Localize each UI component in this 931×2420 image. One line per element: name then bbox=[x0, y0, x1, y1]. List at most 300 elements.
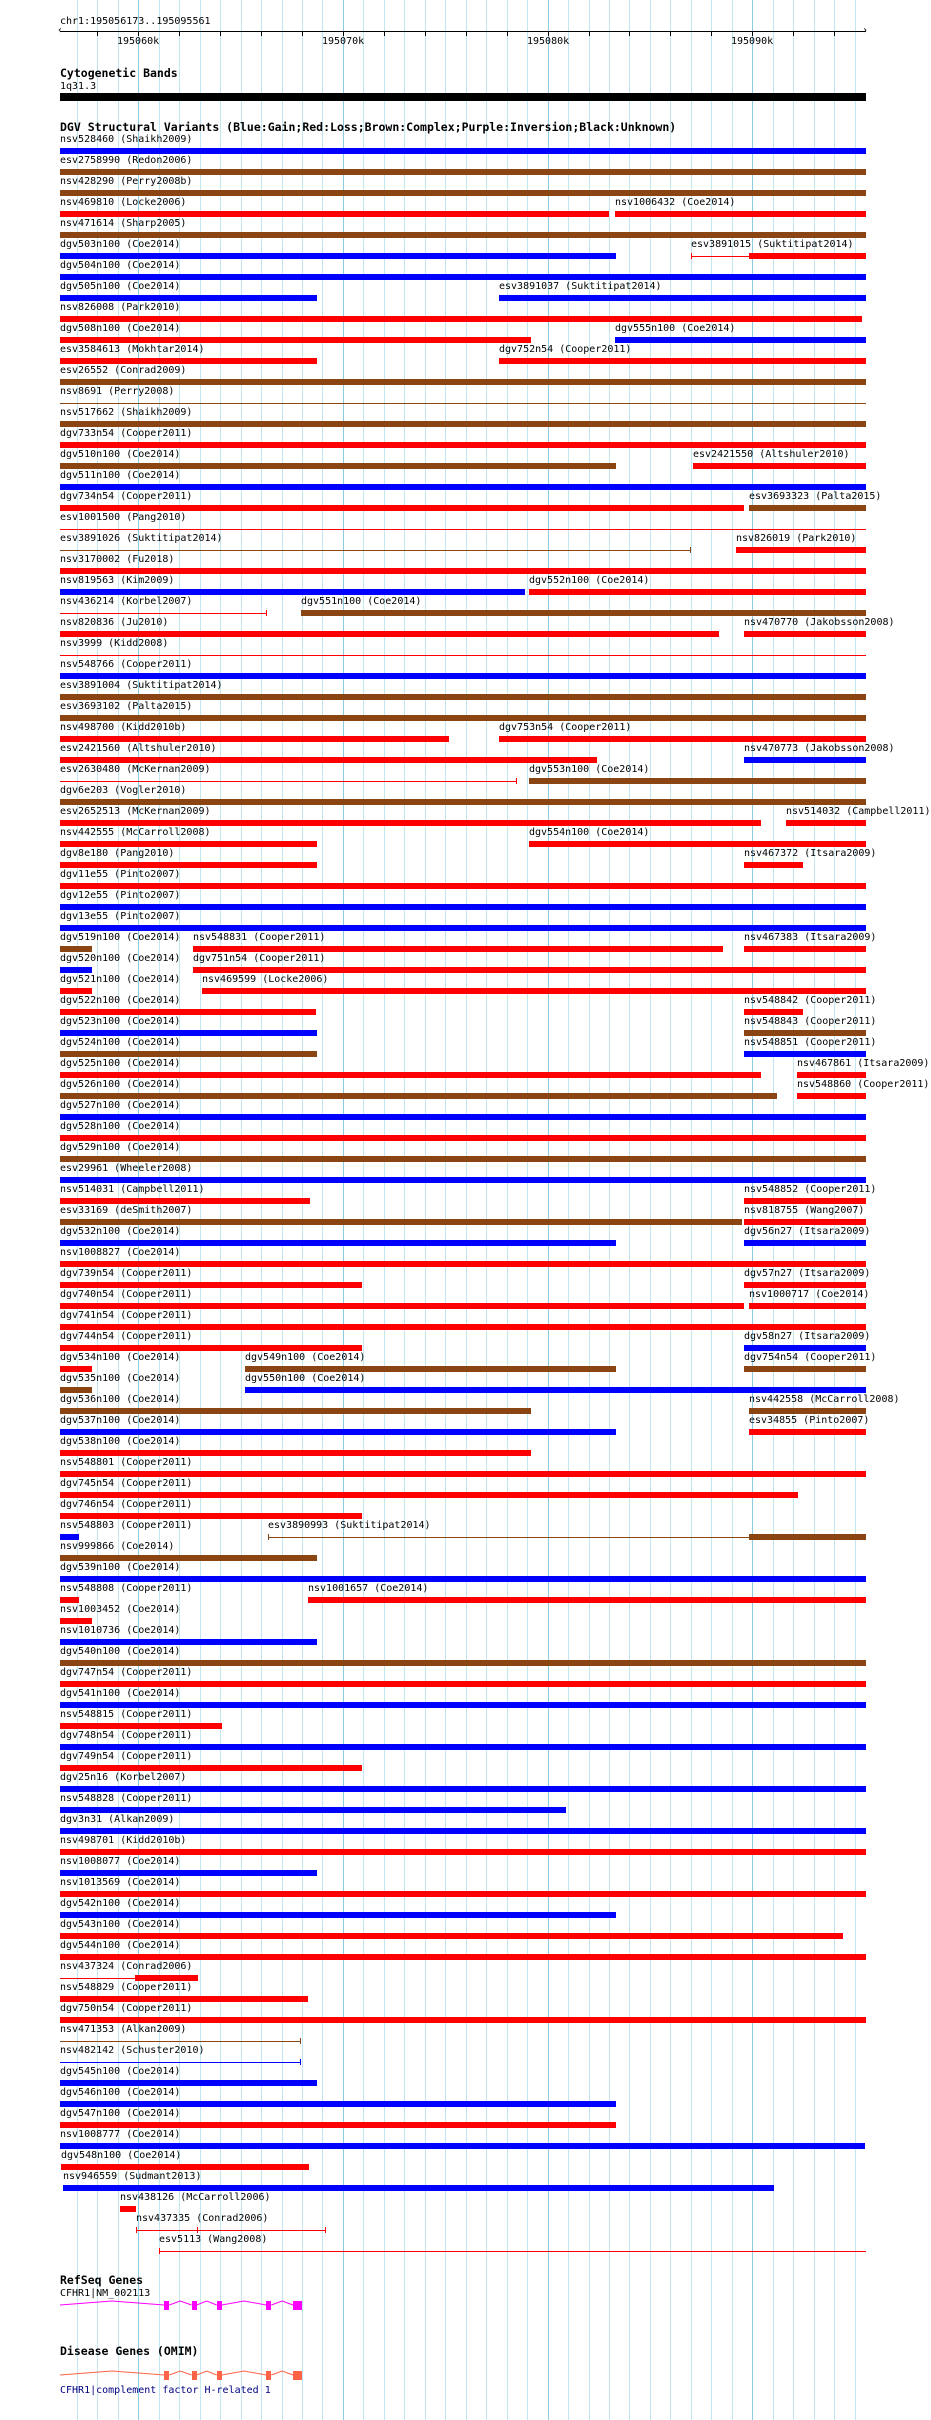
variant-label[interactable]: nsv819563 (Kim2009) bbox=[60, 575, 175, 586]
variant-label[interactable]: esv3890993 (Suktitipat2014) bbox=[268, 1520, 431, 1531]
variant-bar-complex[interactable] bbox=[60, 463, 616, 469]
variant-bar-gain[interactable] bbox=[744, 757, 866, 763]
variant-label[interactable]: esv3693102 (Palta2015) bbox=[60, 701, 193, 712]
variant-bar-complex[interactable] bbox=[60, 1051, 317, 1057]
variant-label[interactable]: dgv536n100 (Coe2014) bbox=[60, 1394, 181, 1405]
gene-exon[interactable] bbox=[192, 2301, 197, 2310]
variant-label[interactable]: dgv550n100 (Coe2014) bbox=[245, 1373, 366, 1384]
variant-bar-complex[interactable] bbox=[60, 799, 866, 805]
variant-label[interactable]: esv2652513 (McKernan2009) bbox=[60, 806, 211, 817]
variant-bar-loss[interactable] bbox=[60, 442, 866, 448]
variant-bar-gain[interactable] bbox=[60, 484, 866, 490]
variant-bar-loss[interactable] bbox=[797, 1093, 866, 1099]
variant-bar-loss[interactable] bbox=[797, 1072, 866, 1078]
ruler-tick bbox=[793, 31, 794, 36]
variant-label[interactable]: nsv1001657 (Coe2014) bbox=[308, 1583, 429, 1594]
variant-bar-complex[interactable] bbox=[749, 505, 866, 511]
variant-bar-loss[interactable] bbox=[693, 463, 866, 469]
variant-label[interactable]: dgv753n54 (Cooper2011) bbox=[499, 722, 632, 733]
variant-label[interactable]: dgv519n100 (Coe2014) bbox=[60, 932, 181, 943]
variant-bar-loss[interactable] bbox=[60, 1723, 222, 1729]
variant-bar-loss[interactable] bbox=[749, 253, 866, 259]
refseq-gene-label[interactable]: CFHR1|NM_002113 bbox=[60, 2288, 151, 2299]
variant-label[interactable]: nsv437335 (Conrad2006) bbox=[136, 2213, 269, 2224]
variant-label[interactable]: nsv436214 (Korbel2007) bbox=[60, 596, 193, 607]
variant-bar-loss[interactable] bbox=[749, 1429, 866, 1435]
variant-label[interactable]: dgv544n100 (Coe2014) bbox=[60, 1940, 181, 1951]
variant-bar-complex[interactable] bbox=[529, 778, 866, 784]
variant-bar-loss[interactable] bbox=[60, 988, 92, 994]
variant-label[interactable]: dgv552n100 (Coe2014) bbox=[529, 575, 650, 586]
variant-bar-complex[interactable] bbox=[60, 1660, 866, 1666]
variant-label[interactable]: esv5113 (Wang2008) bbox=[159, 2234, 268, 2245]
variant-bar-complex[interactable] bbox=[60, 190, 866, 196]
variant-bar-loss[interactable] bbox=[60, 1135, 866, 1141]
variant-label[interactable]: nsv999866 (Coe2014) bbox=[60, 1541, 175, 1552]
gene-exon[interactable] bbox=[293, 2301, 302, 2310]
variant-label[interactable]: nsv467383 (Itsara2009) bbox=[744, 932, 877, 943]
variant-label[interactable]: nsv548851 (Cooper2011) bbox=[744, 1037, 877, 1048]
variant-bar-loss[interactable] bbox=[499, 736, 866, 742]
variant-bar-loss[interactable] bbox=[60, 1471, 866, 1477]
variant-bar-complex[interactable] bbox=[60, 1555, 317, 1561]
variant-bar-gain[interactable] bbox=[60, 673, 866, 679]
variant-label[interactable]: dgv3n31 (Alkan2009) bbox=[60, 1814, 175, 1825]
variant-bar-gain[interactable] bbox=[60, 967, 92, 973]
variant-bar-gain[interactable] bbox=[615, 337, 866, 343]
gene-exon[interactable] bbox=[266, 2371, 271, 2380]
variant-label[interactable]: dgv537n100 (Coe2014) bbox=[60, 1415, 181, 1426]
variant-bar-loss[interactable] bbox=[60, 1618, 92, 1624]
variant-line[interactable] bbox=[60, 613, 267, 614]
variant-bar-loss[interactable] bbox=[736, 547, 866, 553]
variant-bar-loss[interactable] bbox=[749, 1303, 866, 1309]
variant-bar-complex[interactable] bbox=[60, 421, 866, 427]
variant-bar-complex[interactable] bbox=[301, 610, 866, 616]
variant-bar-loss[interactable] bbox=[60, 1261, 866, 1267]
variant-label[interactable]: dgv58n27 (Itsara2009) bbox=[744, 1331, 871, 1342]
variant-label[interactable]: dgv554n100 (Coe2014) bbox=[529, 827, 650, 838]
variant-bar-gain[interactable] bbox=[60, 1744, 866, 1750]
variant-label[interactable]: nsv3999 (Kidd2008) bbox=[60, 638, 169, 649]
variant-bar-complex[interactable] bbox=[60, 1093, 777, 1099]
variant-label[interactable]: nsv1008777 (Coe2014) bbox=[60, 2129, 181, 2140]
variant-label[interactable]: nsv442558 (McCarroll2008) bbox=[749, 1394, 900, 1405]
variant-bar-loss[interactable] bbox=[60, 1954, 866, 1960]
variant-bar-gain[interactable] bbox=[60, 1240, 616, 1246]
gene-exon[interactable] bbox=[164, 2301, 169, 2310]
variant-label[interactable]: nsv528460 (Shaikh2009) bbox=[60, 134, 193, 145]
variant-bar-loss[interactable] bbox=[499, 358, 866, 364]
variant-label[interactable]: nsv548803 (Cooper2011) bbox=[60, 1520, 193, 1531]
omim-gene-label[interactable]: CFHR1|complement factor H-related 1 bbox=[60, 2385, 271, 2396]
gene-intron bbox=[169, 2301, 191, 2305]
variant-label[interactable]: dgv535n100 (Coe2014) bbox=[60, 1373, 181, 1384]
variant-label[interactable]: dgv523n100 (Coe2014) bbox=[60, 1016, 181, 1027]
variant-label[interactable]: nsv471614 (Sharp2005) bbox=[60, 218, 187, 229]
variant-label[interactable]: dgv522n100 (Coe2014) bbox=[60, 995, 181, 1006]
variant-bar-loss[interactable] bbox=[744, 862, 803, 868]
variant-bar-loss[interactable] bbox=[60, 1765, 362, 1771]
variant-bar-complex[interactable] bbox=[60, 1156, 866, 1162]
variant-bar-gain[interactable] bbox=[60, 148, 866, 154]
variant-label[interactable]: nsv818755 (Wang2007) bbox=[744, 1205, 865, 1216]
variant-bar-gain[interactable] bbox=[60, 2101, 616, 2107]
variant-bar-complex[interactable] bbox=[60, 694, 866, 700]
variant-label[interactable]: dgv553n100 (Coe2014) bbox=[529, 764, 650, 775]
variant-bar-loss[interactable] bbox=[60, 1996, 308, 2002]
variant-bar-loss[interactable] bbox=[60, 1492, 798, 1498]
variant-bar-loss[interactable] bbox=[744, 946, 866, 952]
variant-label[interactable]: dgv56n27 (Itsara2009) bbox=[744, 1226, 871, 1237]
variant-bar-loss[interactable] bbox=[60, 820, 761, 826]
variant-label[interactable]: nsv826008 (Park2010) bbox=[60, 302, 181, 313]
variant-label[interactable]: dgv6e203 (Vogler2010) bbox=[60, 785, 187, 796]
variant-end-tick bbox=[691, 253, 692, 259]
variant-label[interactable]: dgv750n54 (Cooper2011) bbox=[60, 2003, 193, 2014]
variant-bar-gain[interactable] bbox=[60, 1786, 866, 1792]
variant-bar-loss[interactable] bbox=[60, 1933, 843, 1939]
variant-label[interactable]: nsv514031 (Campbell2011) bbox=[60, 1184, 205, 1195]
variant-label[interactable]: dgv747n54 (Cooper2011) bbox=[60, 1667, 193, 1678]
variant-bar-loss[interactable] bbox=[60, 757, 597, 763]
variant-bar-complex[interactable] bbox=[744, 1030, 866, 1036]
variant-label[interactable]: nsv548828 (Cooper2011) bbox=[60, 1793, 193, 1804]
variant-bar-loss[interactable] bbox=[60, 1450, 531, 1456]
variant-label[interactable]: dgv741n54 (Cooper2011) bbox=[60, 1310, 193, 1321]
variant-label[interactable]: dgv11e55 (Pinto2007) bbox=[60, 869, 181, 880]
variant-label[interactable]: dgv510n100 (Coe2014) bbox=[60, 449, 181, 460]
variant-label[interactable]: nsv467372 (Itsara2009) bbox=[744, 848, 877, 859]
variant-bar-gain[interactable] bbox=[60, 1870, 317, 1876]
variant-bar-loss[interactable] bbox=[60, 505, 744, 511]
variant-line[interactable] bbox=[60, 655, 866, 656]
variant-bar-gain[interactable] bbox=[744, 1345, 866, 1351]
variant-label[interactable]: nsv1013569 (Coe2014) bbox=[60, 1877, 181, 1888]
variant-bar-loss[interactable] bbox=[60, 883, 866, 889]
variant-label[interactable]: nsv548829 (Cooper2011) bbox=[60, 1982, 193, 1993]
variant-label[interactable]: dgv504n100 (Coe2014) bbox=[60, 260, 181, 271]
variant-label[interactable]: nsv1008077 (Coe2014) bbox=[60, 1856, 181, 1867]
gene-exon[interactable] bbox=[217, 2371, 222, 2380]
variant-label[interactable]: esv2758990 (Redon2006) bbox=[60, 155, 193, 166]
variant-label[interactable]: esv26552 (Conrad2009) bbox=[60, 365, 187, 376]
variant-line[interactable] bbox=[60, 403, 866, 404]
variant-bar-loss[interactable] bbox=[60, 1072, 761, 1078]
variant-label[interactable]: nsv469810 (Locke2006) bbox=[60, 197, 187, 208]
variant-label[interactable]: dgv549n100 (Coe2014) bbox=[245, 1352, 366, 1363]
variant-label[interactable]: dgv521n100 (Coe2014) bbox=[60, 974, 181, 985]
variant-bar-loss[interactable] bbox=[60, 1282, 362, 1288]
variant-bar-gain[interactable] bbox=[63, 2185, 774, 2191]
variant-label[interactable]: nsv467861 (Itsara2009) bbox=[797, 1058, 930, 1069]
variant-bar-gain[interactable] bbox=[60, 1429, 616, 1435]
variant-bar-gain[interactable] bbox=[60, 1702, 866, 1708]
variant-bar-loss[interactable] bbox=[60, 316, 862, 322]
variant-line[interactable] bbox=[60, 2041, 301, 2042]
variant-bar-complex[interactable] bbox=[60, 715, 866, 721]
variant-label[interactable]: esv29961 (Wheeler2008) bbox=[60, 1163, 193, 1174]
variant-label[interactable]: dgv543n100 (Coe2014) bbox=[60, 1919, 181, 1930]
variant-label[interactable]: dgv744n54 (Cooper2011) bbox=[60, 1331, 193, 1342]
variant-label[interactable]: dgv57n27 (Itsara2009) bbox=[744, 1268, 871, 1279]
variant-bar-gain[interactable] bbox=[60, 1912, 616, 1918]
variant-label[interactable]: dgv745n54 (Cooper2011) bbox=[60, 1478, 193, 1489]
variant-label[interactable]: esv34855 (Pinto2007) bbox=[749, 1415, 870, 1426]
variant-label[interactable]: nsv946559 (Sudmant2013) bbox=[63, 2171, 202, 2182]
variant-label[interactable]: dgv12e55 (Pinto2007) bbox=[60, 890, 181, 901]
variant-label[interactable]: nsv548766 (Cooper2011) bbox=[60, 659, 193, 670]
variant-label[interactable]: nsv548843 (Cooper2011) bbox=[744, 1016, 877, 1027]
variant-bar-gain[interactable] bbox=[60, 925, 866, 931]
variant-bar-loss[interactable] bbox=[60, 1681, 866, 1687]
variant-bar-loss[interactable] bbox=[60, 1597, 79, 1603]
scroll-right-arrow-icon[interactable]: › bbox=[862, 25, 869, 36]
variant-bar-loss[interactable] bbox=[193, 967, 866, 973]
variant-label[interactable]: nsv8691 (Perry2008) bbox=[60, 386, 175, 397]
variant-bar-loss[interactable] bbox=[786, 820, 866, 826]
variant-label[interactable]: nsv428290 (Perry2008b) bbox=[60, 176, 193, 187]
variant-label[interactable]: nsv470770 (Jakobsson2008) bbox=[744, 617, 895, 628]
ruler-tick bbox=[670, 31, 671, 36]
variant-label[interactable]: nsv469599 (Locke2006) bbox=[202, 974, 329, 985]
variant-label[interactable]: nsv548815 (Cooper2011) bbox=[60, 1709, 193, 1720]
variant-bar-gain[interactable] bbox=[499, 295, 866, 301]
variant-label[interactable]: dgv538n100 (Coe2014) bbox=[60, 1436, 181, 1447]
variant-label[interactable]: dgv8e180 (Pang2010) bbox=[60, 848, 175, 859]
variant-label[interactable]: esv3584613 (Mokhtar2014) bbox=[60, 344, 205, 355]
variant-label[interactable]: dgv503n100 (Coe2014) bbox=[60, 239, 181, 250]
variant-bar-loss[interactable] bbox=[60, 631, 719, 637]
variant-label[interactable]: esv2421550 (Altshuler2010) bbox=[693, 449, 850, 460]
variant-bar-loss[interactable] bbox=[60, 337, 531, 343]
variant-label[interactable]: dgv734n54 (Cooper2011) bbox=[60, 491, 193, 502]
variant-label[interactable]: esv2421560 (Altshuler2010) bbox=[60, 743, 217, 754]
variant-bar-complex[interactable] bbox=[749, 1534, 866, 1540]
variant-label[interactable]: dgv751n54 (Cooper2011) bbox=[193, 953, 326, 964]
variant-bar-complex[interactable] bbox=[60, 946, 92, 952]
variant-label[interactable]: nsv3170002 (Fu2018) bbox=[60, 554, 175, 565]
variant-label[interactable]: nsv498701 (Kidd2010b) bbox=[60, 1835, 187, 1846]
variant-bar-loss[interactable] bbox=[61, 2164, 309, 2170]
variant-label[interactable]: nsv548852 (Cooper2011) bbox=[744, 1184, 877, 1195]
variant-label[interactable]: dgv541n100 (Coe2014) bbox=[60, 1688, 181, 1699]
variant-bar-loss[interactable] bbox=[60, 1513, 362, 1519]
variant-label[interactable]: dgv546n100 (Coe2014) bbox=[60, 2087, 181, 2098]
variant-label[interactable]: nsv442555 (McCarroll2008) bbox=[60, 827, 211, 838]
variant-bar-loss[interactable] bbox=[744, 1219, 866, 1225]
variant-bar-loss[interactable] bbox=[60, 358, 317, 364]
variant-bar-complex[interactable] bbox=[60, 1219, 742, 1225]
variant-label[interactable]: dgv542n100 (Coe2014) bbox=[60, 1898, 181, 1909]
variant-label[interactable]: dgv528n100 (Coe2014) bbox=[60, 1121, 181, 1132]
variant-bar-loss[interactable] bbox=[60, 736, 449, 742]
variant-bar-loss[interactable] bbox=[615, 211, 866, 217]
variant-label[interactable]: dgv547n100 (Coe2014) bbox=[60, 2108, 181, 2119]
variant-line[interactable] bbox=[60, 2062, 301, 2063]
variant-label[interactable]: nsv438126 (McCarroll2006) bbox=[120, 2192, 271, 2203]
variant-label[interactable]: nsv548860 (Cooper2011) bbox=[797, 1079, 930, 1090]
variant-bar-loss[interactable] bbox=[120, 2206, 136, 2212]
variant-label[interactable]: nsv548801 (Cooper2011) bbox=[60, 1457, 193, 1468]
variant-label[interactable]: nsv517662 (Shaikh2009) bbox=[60, 407, 193, 418]
variant-line[interactable] bbox=[60, 781, 517, 782]
gene-exon[interactable] bbox=[164, 2371, 169, 2380]
variant-label[interactable]: nsv437324 (Conrad2006) bbox=[60, 1961, 193, 1972]
variant-bar-gain[interactable] bbox=[60, 1639, 317, 1645]
variant-bar-gain[interactable] bbox=[60, 904, 866, 910]
variant-bar-gain[interactable] bbox=[60, 295, 317, 301]
variant-bar-loss[interactable] bbox=[60, 862, 317, 868]
variant-bar-complex[interactable] bbox=[60, 1387, 92, 1393]
variant-label[interactable]: nsv1010736 (Coe2014) bbox=[60, 1625, 181, 1636]
gene-exon[interactable] bbox=[293, 2371, 302, 2380]
variant-bar-loss[interactable] bbox=[529, 589, 866, 595]
variant-label[interactable]: dgv545n100 (Coe2014) bbox=[60, 2066, 181, 2077]
variant-label[interactable]: dgv540n100 (Coe2014) bbox=[60, 1646, 181, 1657]
variant-bar-gain[interactable] bbox=[60, 1114, 866, 1120]
variant-bar-gain[interactable] bbox=[60, 274, 866, 280]
variant-label[interactable]: dgv532n100 (Coe2014) bbox=[60, 1226, 181, 1237]
variant-bar-loss[interactable] bbox=[744, 1009, 803, 1015]
variant-bar-complex[interactable] bbox=[749, 1408, 866, 1414]
variant-label[interactable]: dgv526n100 (Coe2014) bbox=[60, 1079, 181, 1090]
variant-bar-complex[interactable] bbox=[60, 169, 866, 175]
variant-label[interactable]: dgv25n16 (Korbel2007) bbox=[60, 1772, 187, 1783]
variant-bar-complex[interactable] bbox=[60, 1408, 531, 1414]
variant-bar-complex[interactable] bbox=[744, 1366, 866, 1372]
variant-bar-loss[interactable] bbox=[529, 841, 866, 847]
variant-label[interactable]: nsv1008827 (Coe2014) bbox=[60, 1247, 181, 1258]
variant-label[interactable]: nsv548842 (Cooper2011) bbox=[744, 995, 877, 1006]
variant-label[interactable]: nsv514032 (Campbell2011) bbox=[786, 806, 931, 817]
variant-label[interactable]: nsv471353 (Alkan2009) bbox=[60, 2024, 187, 2035]
variant-label[interactable]: nsv1000717 (Coe2014) bbox=[749, 1289, 870, 1300]
variant-bar-loss[interactable] bbox=[744, 631, 866, 637]
variant-bar-gain[interactable] bbox=[60, 1576, 866, 1582]
variant-bar-complex[interactable] bbox=[60, 379, 866, 385]
variant-label[interactable]: nsv470773 (Jakobsson2008) bbox=[744, 743, 895, 754]
variant-label[interactable]: dgv520n100 (Coe2014) bbox=[60, 953, 181, 964]
variant-label[interactable]: dgv746n54 (Cooper2011) bbox=[60, 1499, 193, 1510]
variant-bar-loss[interactable] bbox=[744, 1282, 866, 1288]
variant-bar-complex[interactable] bbox=[60, 232, 866, 238]
variant-bar-gain[interactable] bbox=[60, 1534, 79, 1540]
variant-label[interactable]: dgv527n100 (Coe2014) bbox=[60, 1100, 181, 1111]
variant-bar-loss[interactable] bbox=[60, 211, 609, 217]
gene-exon[interactable] bbox=[266, 2301, 271, 2310]
variant-label[interactable]: dgv752n54 (Cooper2011) bbox=[499, 344, 632, 355]
variant-bar-loss[interactable] bbox=[60, 1324, 866, 1330]
variant-label[interactable]: dgv508n100 (Coe2014) bbox=[60, 323, 181, 334]
variant-label[interactable]: nsv820836 (Ju2010) bbox=[60, 617, 169, 628]
variant-label[interactable]: nsv548831 (Cooper2011) bbox=[193, 932, 326, 943]
variant-label[interactable]: dgv505n100 (Coe2014) bbox=[60, 281, 181, 292]
variant-label[interactable]: dgv749n54 (Cooper2011) bbox=[60, 1751, 193, 1762]
variant-label[interactable]: esv3693323 (Palta2015) bbox=[749, 491, 882, 502]
variant-label[interactable]: dgv739n54 (Cooper2011) bbox=[60, 1268, 193, 1279]
variant-bar-loss[interactable] bbox=[135, 1975, 198, 1981]
variant-bar-loss[interactable] bbox=[60, 841, 317, 847]
variant-label[interactable]: dgv548n100 (Coe2014) bbox=[61, 2150, 182, 2161]
variant-bar-gain[interactable] bbox=[744, 1240, 866, 1246]
variant-bar-gain[interactable] bbox=[60, 1177, 866, 1183]
gene-exon[interactable] bbox=[217, 2301, 222, 2310]
variant-label[interactable]: nsv498700 (Kidd2010b) bbox=[60, 722, 187, 733]
variant-bar-loss[interactable] bbox=[60, 568, 866, 574]
variant-label[interactable]: dgv748n54 (Cooper2011) bbox=[60, 1730, 193, 1741]
variant-bar-gain[interactable] bbox=[60, 1807, 566, 1813]
variant-label[interactable]: dgv539n100 (Coe2014) bbox=[60, 1562, 181, 1573]
variant-bar-loss[interactable] bbox=[60, 2017, 866, 2023]
variant-label[interactable]: dgv511n100 (Coe2014) bbox=[60, 470, 181, 481]
variant-bar-loss[interactable] bbox=[60, 1345, 362, 1351]
variant-bar-loss[interactable] bbox=[744, 1198, 866, 1204]
variant-label[interactable]: nsv482142 (Schuster2010) bbox=[60, 2045, 205, 2056]
cyto-band-bar[interactable] bbox=[60, 93, 866, 101]
variant-label[interactable]: nsv1006432 (Coe2014) bbox=[615, 197, 736, 208]
variant-label[interactable]: dgv555n100 (Coe2014) bbox=[615, 323, 736, 334]
variant-bar-loss[interactable] bbox=[308, 1597, 866, 1603]
variant-bar-loss[interactable] bbox=[60, 1891, 866, 1897]
variant-line[interactable] bbox=[159, 2251, 866, 2252]
variant-line[interactable] bbox=[136, 2230, 326, 2231]
variant-bar-gain[interactable] bbox=[744, 1051, 866, 1057]
variant-bar-loss[interactable] bbox=[60, 1366, 92, 1372]
ruler-axis bbox=[60, 31, 866, 32]
variant-label[interactable]: esv33169 (deSmith2007) bbox=[60, 1205, 193, 1216]
scroll-left-arrow-icon[interactable]: ‹ bbox=[57, 25, 64, 36]
variant-bar-gain[interactable] bbox=[60, 253, 616, 259]
variant-label[interactable]: dgv529n100 (Coe2014) bbox=[60, 1142, 181, 1153]
variant-line[interactable] bbox=[60, 529, 866, 530]
variant-line[interactable] bbox=[60, 550, 691, 551]
variant-bar-complex[interactable] bbox=[245, 1366, 616, 1372]
variant-bar-loss[interactable] bbox=[60, 1303, 744, 1309]
variant-label[interactable]: dgv754n54 (Cooper2011) bbox=[744, 1352, 877, 1363]
variant-label[interactable]: dgv551n100 (Coe2014) bbox=[301, 596, 422, 607]
variant-label[interactable]: dgv13e55 (Pinto2007) bbox=[60, 911, 181, 922]
variant-bar-loss[interactable] bbox=[202, 988, 866, 994]
variant-bar-gain[interactable] bbox=[60, 2143, 865, 2149]
variant-label[interactable]: esv3891015 (Suktitipat2014) bbox=[691, 239, 854, 250]
variant-bar-loss[interactable] bbox=[60, 2122, 616, 2128]
variant-label[interactable]: dgv525n100 (Coe2014) bbox=[60, 1058, 181, 1069]
variant-label[interactable]: nsv826019 (Park2010) bbox=[736, 533, 857, 544]
variant-label[interactable]: dgv524n100 (Coe2014) bbox=[60, 1037, 181, 1048]
variant-bar-gain[interactable] bbox=[60, 1030, 317, 1036]
variant-label[interactable]: esv3891037 (Suktitipat2014) bbox=[499, 281, 662, 292]
variant-label[interactable]: dgv534n100 (Coe2014) bbox=[60, 1352, 181, 1363]
variant-label[interactable]: nsv1003452 (Coe2014) bbox=[60, 1604, 181, 1615]
variant-label[interactable]: dgv740n54 (Cooper2011) bbox=[60, 1289, 193, 1300]
variant-bar-loss[interactable] bbox=[193, 946, 723, 952]
variant-label[interactable]: esv3891004 (Suktitipat2014) bbox=[60, 680, 223, 691]
variant-label[interactable]: dgv733n54 (Cooper2011) bbox=[60, 428, 193, 439]
variant-bar-gain[interactable] bbox=[60, 589, 525, 595]
variant-bar-gain[interactable] bbox=[60, 2080, 317, 2086]
variant-bar-loss[interactable] bbox=[60, 1849, 866, 1855]
variant-label[interactable]: esv3891026 (Suktitipat2014) bbox=[60, 533, 223, 544]
variant-bar-gain[interactable] bbox=[245, 1387, 866, 1393]
variant-bar-loss[interactable] bbox=[60, 1009, 316, 1015]
variant-bar-loss[interactable] bbox=[60, 1198, 310, 1204]
variant-label[interactable]: esv1001500 (Pang2010) bbox=[60, 512, 187, 523]
variant-label[interactable]: nsv548808 (Cooper2011) bbox=[60, 1583, 193, 1594]
variant-bar-gain[interactable] bbox=[60, 1828, 866, 1834]
variant-label[interactable]: esv2630480 (McKernan2009) bbox=[60, 764, 211, 775]
gene-exon[interactable] bbox=[192, 2371, 197, 2380]
